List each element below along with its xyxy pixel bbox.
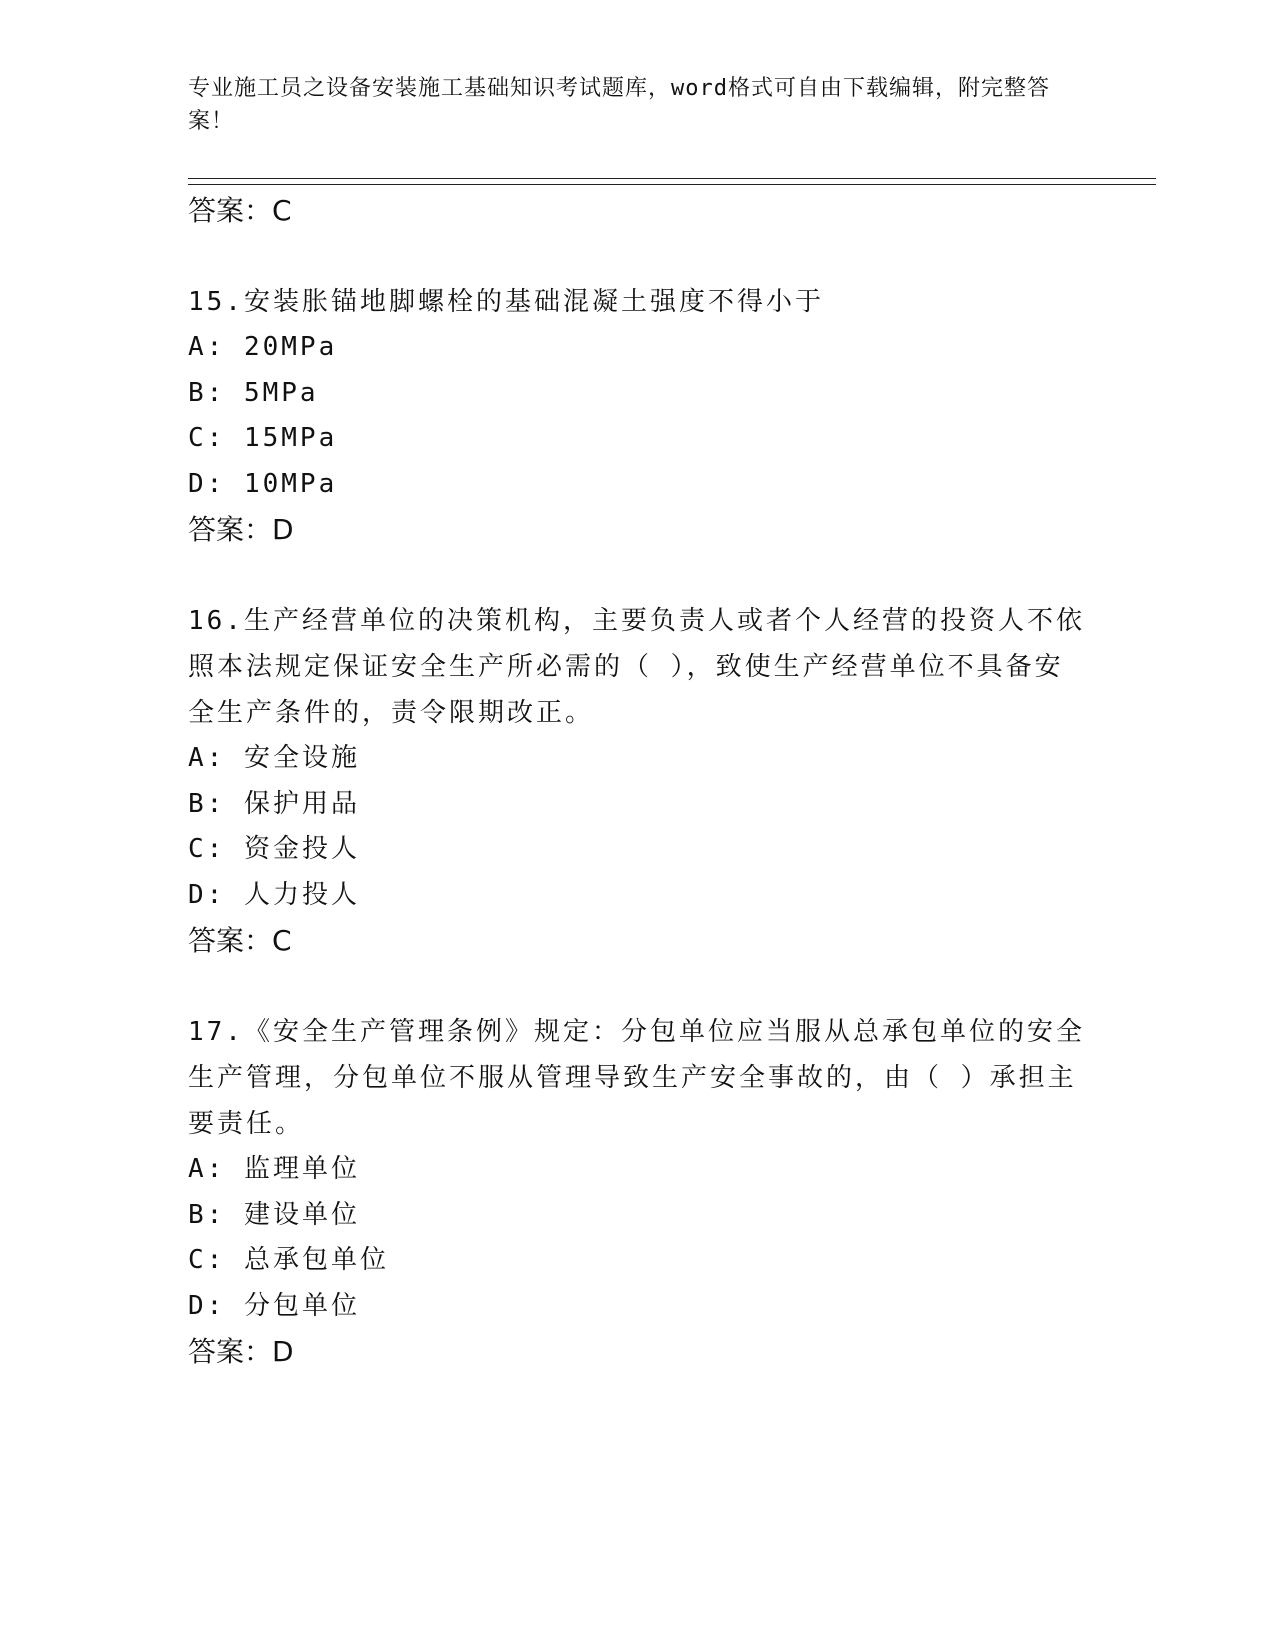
option-b xyxy=(188,371,1088,417)
document-header: 专业施工员之设备安装施工基础知识考试题库，word格式可自由下载编辑，附完整答案！ xyxy=(188,76,1050,134)
answer-line: 答案：C xyxy=(188,194,292,227)
question-block xyxy=(188,279,1088,553)
header-divider xyxy=(188,178,1156,185)
option-key: A: xyxy=(188,332,226,362)
option-key: C: xyxy=(188,834,226,864)
question-block xyxy=(188,1009,1088,1375)
option-c xyxy=(188,1238,1088,1284)
question-list xyxy=(188,188,1088,1375)
option-a xyxy=(188,325,1088,371)
option-key: D: xyxy=(188,468,226,499)
question-block xyxy=(188,598,1088,964)
option-d xyxy=(188,462,1088,508)
option-text: 15MPa xyxy=(243,423,338,453)
option-text: 人力投人 xyxy=(243,879,360,910)
option-text: 总承包单位 xyxy=(243,1245,389,1275)
option-text: 保护用品 xyxy=(243,788,360,819)
option-d xyxy=(188,873,1088,919)
option-key: C: xyxy=(188,423,226,453)
option-key: A: xyxy=(188,743,226,773)
option-text: 5MPa xyxy=(243,377,319,408)
answer-line: 答案：D xyxy=(188,513,294,546)
option-text: 分包单位 xyxy=(243,1290,360,1321)
option-text: 建设单位 xyxy=(243,1199,360,1230)
option-key: B: xyxy=(188,1199,226,1230)
option-key: D: xyxy=(188,1290,226,1321)
question-stem: 16.生产经营单位的决策机构，主要负责人或者个人经营的投资人不依照本法规定保证安全生产所必需的（ ），致使生产经营单位不具备安全生产条件的，责令限期改正。 xyxy=(188,606,1085,728)
option-a xyxy=(188,736,1088,782)
spacer xyxy=(188,553,1088,598)
option-key: A: xyxy=(188,1154,226,1184)
option-key: C: xyxy=(188,1245,226,1275)
option-c xyxy=(188,416,1088,462)
option-text: 安全设施 xyxy=(243,743,360,773)
option-b xyxy=(188,1193,1088,1239)
question-stem: 15.安装胀锚地脚螺栓的基础混凝土强度不得小于 xyxy=(188,287,824,317)
option-text: 监理单位 xyxy=(243,1154,360,1184)
option-b xyxy=(188,782,1088,828)
option-d xyxy=(188,1284,1088,1330)
option-key: B: xyxy=(188,788,226,819)
option-a xyxy=(188,1147,1088,1193)
option-key: D: xyxy=(188,879,226,910)
option-text: 20MPa xyxy=(243,332,338,362)
spacer xyxy=(188,964,1088,1009)
answer-line: 答案：D xyxy=(188,1335,294,1368)
question-stem: 17.《安全生产管理条例》规定：分包单位应当服从总承包单位的安全生产管理，分包单位不服从管理导致生产安全事故的，由（ ）承担主要责任。 xyxy=(188,1017,1085,1139)
option-text: 10MPa xyxy=(243,468,338,499)
spacer xyxy=(188,234,1088,279)
option-c xyxy=(188,827,1088,873)
option-key: B: xyxy=(188,377,226,408)
answer-line: 答案：C xyxy=(188,924,292,957)
option-text: 资金投人 xyxy=(243,834,360,864)
